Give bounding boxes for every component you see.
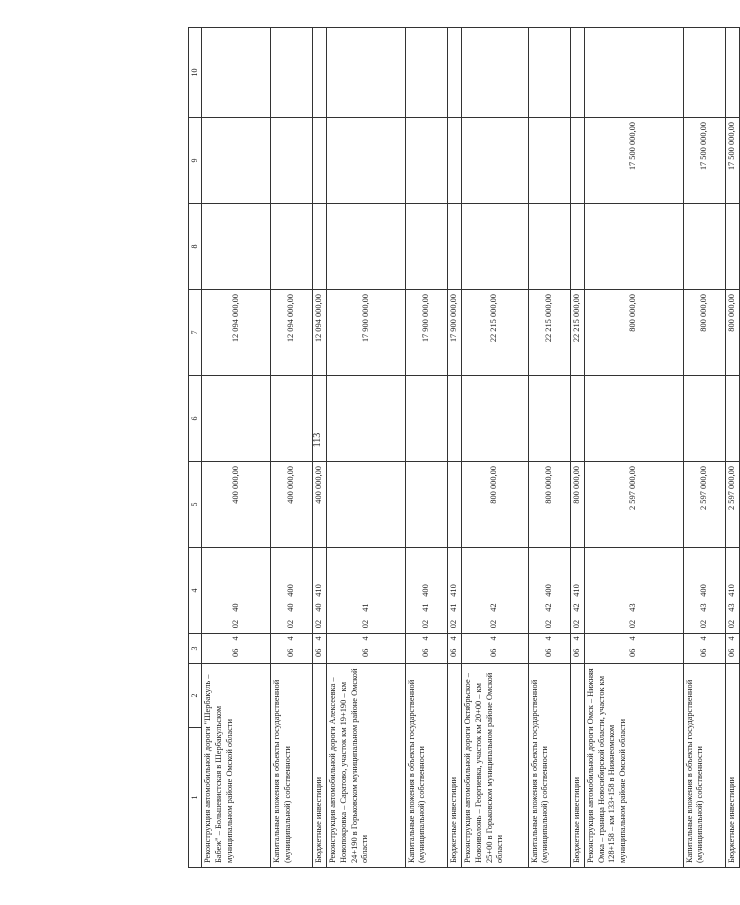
row-value-col8: [313, 204, 327, 290]
row-value-col10: [584, 28, 683, 118]
row-value-col7: 12 094 000,00: [202, 290, 270, 376]
row-value-col8: [528, 204, 570, 290]
row-value-col5: 400 000,00: [202, 462, 270, 548]
row-value-col6: [725, 376, 739, 462]
row-value-col9: [405, 118, 447, 204]
header-cell: 2: [189, 664, 202, 728]
row-value-col9: 17 500 000,00: [584, 118, 683, 204]
row-value-col7: 12 094 000,00: [313, 290, 327, 376]
row-value-col10: [313, 28, 327, 118]
row-code: 06 4 02 42: [528, 634, 570, 664]
row-value-col10: [405, 28, 447, 118]
row-value-col7: 17 900 000,00: [327, 290, 406, 376]
row-value-col5: 400 000,00: [270, 462, 312, 548]
row-value-col8: [202, 204, 270, 290]
row-expense-type: 400: [270, 548, 312, 634]
header-row: [189, 28, 202, 868]
row-value-col5: 400 000,00: [313, 462, 327, 548]
row-code: 06 4 02 41: [405, 634, 447, 664]
header-cell: 8: [189, 204, 202, 290]
row-value-col6: [584, 376, 683, 462]
row-description: Реконструкция автомобильной дороги Октябрьское – Новоиволонь – Георгиевка, участок км 20+00 – км 25+00 в Горьковском муниципальном районе Омской области: [462, 664, 528, 868]
row-value-col9: [462, 118, 528, 204]
row-value-col6: [447, 376, 461, 462]
row-value-col9: 17 500 000,00: [725, 118, 739, 204]
row-value-col9: [447, 118, 461, 204]
table-row: [462, 28, 528, 868]
row-value-col7: 12 094 000,00: [270, 290, 312, 376]
table-row: [683, 28, 725, 868]
row-description: Реконструкция автомобильной дороги Алексеевка – Новопокровка – Саратово, участок км 19+190 – км 24+190 в Горьковском муниципальном районе Омской области: [327, 664, 406, 868]
row-value-col5: 2 597 000,00: [725, 462, 739, 548]
row-value-col9: [202, 118, 270, 204]
row-value-col9: 17 500 000,00: [683, 118, 725, 204]
row-code: 06 4 02 41: [447, 634, 461, 664]
table-row: [270, 28, 312, 868]
row-description: Бюджетные инвестиции: [570, 664, 584, 868]
header-cell: 5: [189, 462, 202, 548]
row-value-col7: 17 900 000,00: [405, 290, 447, 376]
row-value-col6: [462, 376, 528, 462]
row-value-col9: [327, 118, 406, 204]
row-value-col5: 2 597 000,00: [584, 462, 683, 548]
row-value-col6: [327, 376, 406, 462]
row-value-col9: [528, 118, 570, 204]
row-value-col6: [405, 376, 447, 462]
row-value-col9: [313, 118, 327, 204]
row-expense-type: 410: [725, 548, 739, 634]
table-row: [202, 28, 270, 868]
row-code: 06 4 02 40: [202, 634, 270, 664]
budget-table: [188, 27, 740, 868]
row-expense-type: 410: [313, 548, 327, 634]
header-cell: 3: [189, 634, 202, 664]
row-value-col10: [462, 28, 528, 118]
row-value-col7: 800 000,00: [584, 290, 683, 376]
row-value-col10: [528, 28, 570, 118]
row-value-col7: 22 215 000,00: [462, 290, 528, 376]
row-expense-type: 400: [528, 548, 570, 634]
row-value-col5: 800 000,00: [570, 462, 584, 548]
row-expense-type: 410: [447, 548, 461, 634]
row-code: 06 4 02 40: [313, 634, 327, 664]
row-value-col8: [270, 204, 312, 290]
row-expense-type: 400: [405, 548, 447, 634]
header-cell: 10: [189, 28, 202, 118]
row-description: Реконструкция автомобильной дороги "Шербакуль – Бабеж" – Большевистская в Шербакульском муниципальном районе Омской области: [202, 664, 270, 868]
page-number: 113: [312, 432, 323, 448]
row-value-col5: [405, 462, 447, 548]
row-value-col6: [202, 376, 270, 462]
table-row: [528, 28, 570, 868]
table-row: [405, 28, 447, 868]
row-value-col6: [570, 376, 584, 462]
row-value-col10: [725, 28, 739, 118]
row-value-col8: [327, 204, 406, 290]
row-value-col6: [270, 376, 312, 462]
header-cell: 1: [189, 728, 202, 868]
row-value-col6: [683, 376, 725, 462]
row-value-col7: 800 000,00: [683, 290, 725, 376]
row-description: Капитальные вложения в объекты государственной (муниципальной) собственности: [270, 664, 312, 868]
row-value-col10: [202, 28, 270, 118]
rotated-budget-table: [188, 28, 740, 868]
row-value-col10: [270, 28, 312, 118]
table-row: [327, 28, 406, 868]
row-value-col6: [528, 376, 570, 462]
row-description: Бюджетные инвестиции: [313, 664, 327, 868]
row-expense-type: 400: [683, 548, 725, 634]
row-value-col7: 17 900 000,00: [447, 290, 461, 376]
table-row: [447, 28, 461, 868]
header-cell: 7: [189, 290, 202, 376]
header-cell: 4: [189, 548, 202, 634]
row-description: Капитальные вложения в объекты государственной (муниципальной) собственности: [405, 664, 447, 868]
row-value-col5: [327, 462, 406, 548]
row-value-col8: [405, 204, 447, 290]
row-value-col10: [683, 28, 725, 118]
row-value-col5: [447, 462, 461, 548]
table-row: [313, 28, 327, 868]
header-cell: 6: [189, 376, 202, 462]
row-description: Бюджетные инвестиции: [725, 664, 739, 868]
header-cell: 9: [189, 118, 202, 204]
row-code: 06 4 02 43: [584, 634, 683, 664]
row-value-col10: [447, 28, 461, 118]
table-row: [570, 28, 584, 868]
table-row: [725, 28, 739, 868]
row-value-col10: [570, 28, 584, 118]
row-value-col8: [683, 204, 725, 290]
row-code: 06 4 02 42: [570, 634, 584, 664]
row-code: 06 4 02 43: [725, 634, 739, 664]
row-value-col8: [462, 204, 528, 290]
table-row: [584, 28, 683, 868]
row-value-col8: [447, 204, 461, 290]
row-description: Реконструкция автомобильной дороги Омск – Нижняя Омка – граница Новосибирской области, участок км 128+158 – км 133+158 в Нижнеомском муниципальном районе Омской области: [584, 664, 683, 868]
row-value-col7: 22 215 000,00: [570, 290, 584, 376]
row-value-col8: [584, 204, 683, 290]
row-value-col10: [327, 28, 406, 118]
row-value-col8: [725, 204, 739, 290]
row-value-col7: 22 215 000,00: [528, 290, 570, 376]
row-code: 06 4 02 42: [462, 634, 528, 664]
row-expense-type: 410: [570, 548, 584, 634]
row-value-col9: [270, 118, 312, 204]
row-value-col5: 2 597 000,00: [683, 462, 725, 548]
row-code: 06 4 02 40: [270, 634, 312, 664]
row-description: Капитальные вложения в объекты государственной (муниципальной) собственности: [683, 664, 725, 868]
row-value-col5: 800 000,00: [528, 462, 570, 548]
row-value-col8: [570, 204, 584, 290]
row-value-col5: 800 000,00: [462, 462, 528, 548]
row-code: 06 4 02 43: [683, 634, 725, 664]
row-code: 06 4 02 41: [327, 634, 406, 664]
row-description: Капитальные вложения в объекты государственной (муниципальной) собственности: [528, 664, 570, 868]
row-value-col6: [313, 376, 327, 462]
row-value-col9: [570, 118, 584, 204]
row-description: Бюджетные инвестиции: [447, 664, 461, 868]
row-value-col7: 800 000,00: [725, 290, 739, 376]
